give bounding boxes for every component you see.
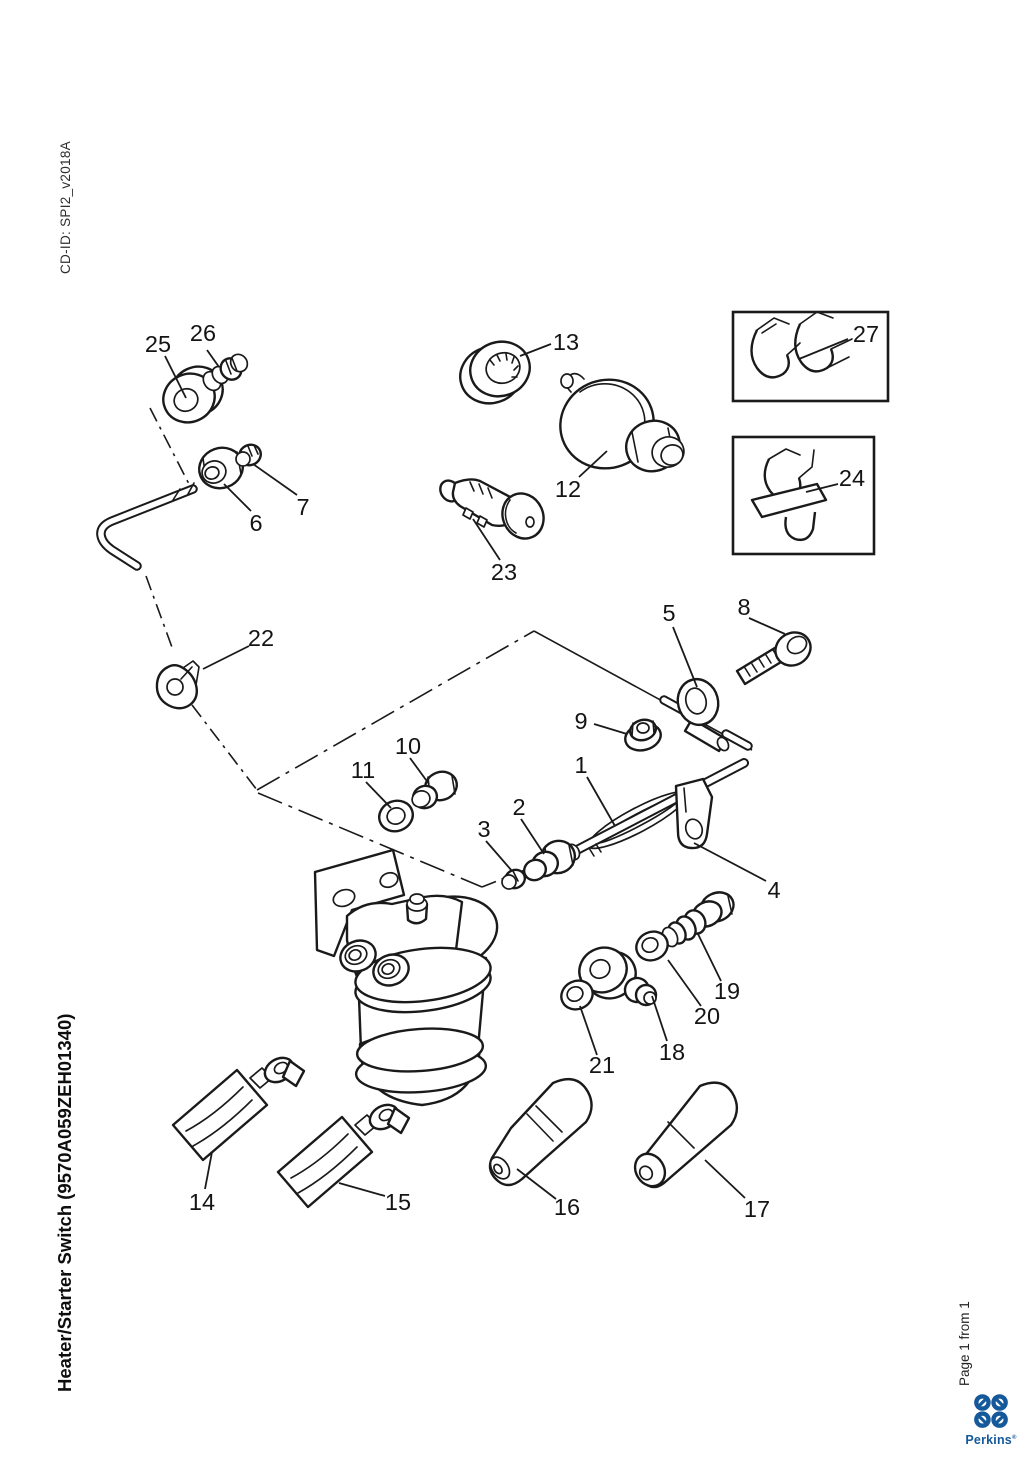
callout-13: 13 [552, 329, 580, 355]
callout-7: 7 [296, 494, 310, 520]
callout-11: 11 [350, 757, 376, 783]
callout-16: 16 [553, 1194, 581, 1220]
callout-14: 14 [188, 1189, 216, 1215]
callout-20: 20 [693, 1003, 721, 1029]
leader-line-16 [517, 1169, 556, 1199]
part-9-nut [622, 717, 664, 754]
callout-9: 9 [574, 708, 588, 734]
callout-12: 12 [554, 476, 582, 502]
callout-17: 17 [743, 1196, 771, 1222]
part-8-bolt [737, 626, 817, 684]
callout-24: 24 [838, 465, 866, 491]
leader-line-22 [203, 646, 249, 669]
callout-27: 27 [852, 321, 880, 347]
callout-8: 8 [737, 594, 751, 620]
callout-6: 6 [249, 510, 263, 536]
callout-15: 15 [384, 1189, 412, 1215]
part-24-boxed-clip [733, 437, 874, 554]
part-19-banjo-bolt [659, 887, 738, 949]
callout-25: 25 [144, 331, 172, 357]
callout-26: 26 [189, 320, 217, 346]
part-12-switch [548, 367, 688, 482]
part-2-union [521, 835, 580, 883]
registered-mark: ® [1011, 1434, 1017, 1441]
part-5-eyelet [673, 675, 731, 753]
callout-22: 22 [247, 625, 275, 651]
callout-4: 4 [767, 877, 781, 903]
brand-name: Perkins® [965, 1433, 1017, 1447]
leader-line-10 [410, 758, 429, 784]
leader-line-7 [253, 464, 297, 495]
part-fuel-filter-assembly [315, 850, 505, 1105]
part-4-bracket [676, 779, 712, 848]
leader-line-11 [366, 782, 391, 808]
callout-3: 3 [477, 816, 491, 842]
part-11-washer [375, 796, 417, 836]
part-14-terminal [173, 1053, 304, 1160]
brand-block [963, 1392, 1019, 1447]
callout-19: 19 [713, 978, 741, 1004]
callout-10: 10 [394, 733, 422, 759]
part-10-plug [410, 767, 461, 811]
callout-5: 5 [662, 600, 676, 626]
leader-line-21 [580, 1006, 597, 1055]
part-23-key-barrel [436, 477, 551, 545]
page-title: Heater/Starter Switch (9570A059ZEH01340) [54, 1013, 75, 1392]
leader-line-18 [652, 996, 667, 1041]
callout-1: 1 [574, 752, 588, 778]
part-fuel-pipe [101, 483, 194, 566]
part-1-rod [564, 763, 744, 862]
leader-line-26 [207, 350, 219, 367]
leader-line-19 [698, 934, 721, 981]
part-13-ring [453, 334, 537, 411]
leader-line-2 [521, 819, 544, 854]
leader-line-3 [486, 841, 512, 871]
leader-line-1 [587, 777, 615, 826]
leader-line-5 [673, 627, 697, 687]
perkins-logo-icon [968, 1392, 1014, 1432]
part-22-clip [157, 661, 199, 708]
leader-line-8 [749, 618, 785, 634]
leader-line-20 [668, 960, 701, 1006]
leader-line-4 [694, 843, 766, 881]
leader-line-13 [520, 344, 551, 356]
leader-line-17 [705, 1160, 745, 1198]
part-16-boot [487, 1079, 592, 1185]
leader-line-6 [224, 484, 251, 511]
leader-line-15 [339, 1183, 385, 1196]
cd-id-label: CD-ID: SPI2_v2018A [58, 141, 73, 274]
leader-line-9 [594, 724, 627, 734]
callout-23: 23 [490, 559, 518, 585]
part-7-olive [235, 441, 264, 469]
callout-18: 18 [658, 1039, 686, 1065]
callout-2: 2 [512, 794, 526, 820]
page-number-label: Page 1 from 1 [957, 1301, 972, 1386]
callout-21: 21 [588, 1052, 616, 1078]
